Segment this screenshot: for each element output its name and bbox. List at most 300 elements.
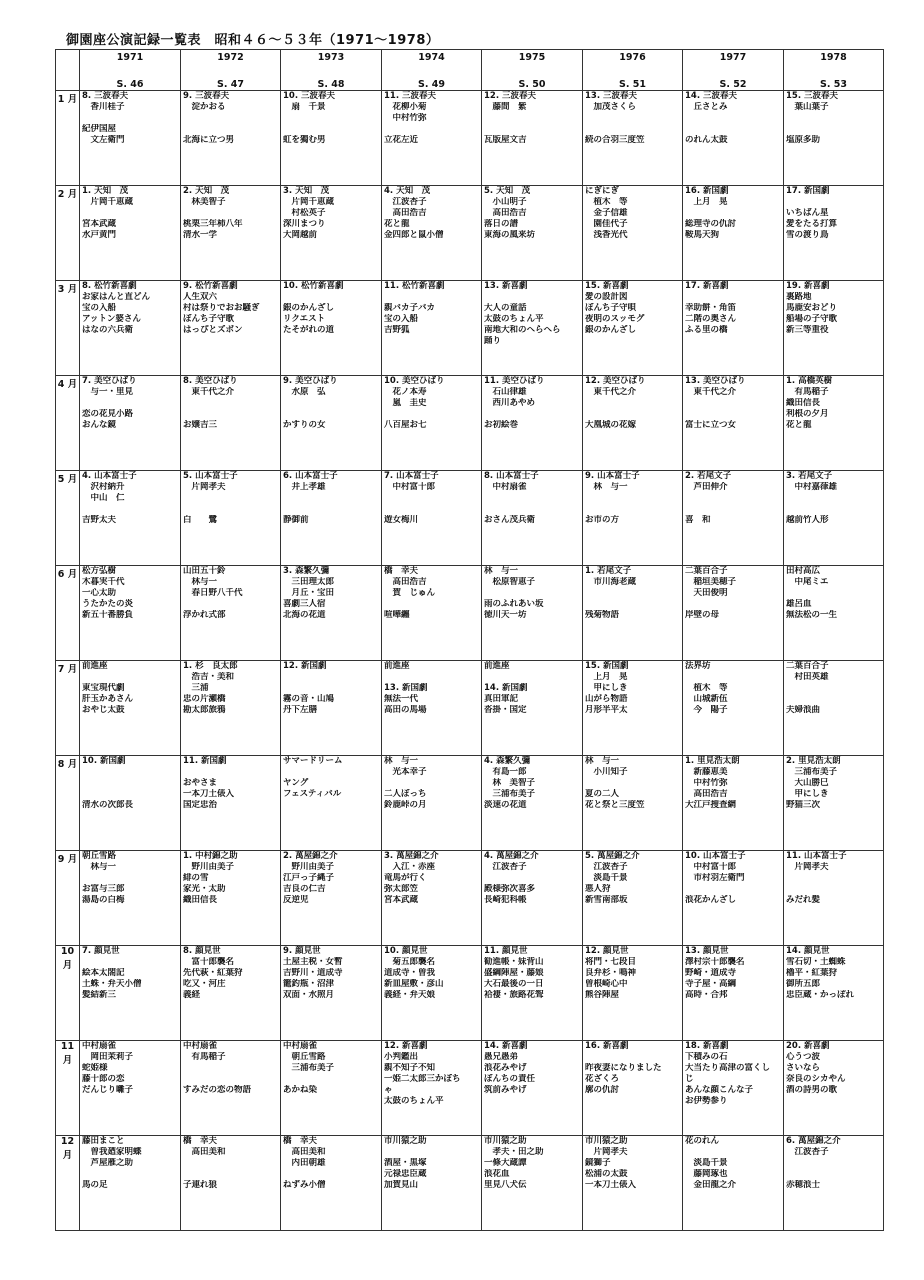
program-cell bbox=[683, 566, 784, 661]
program-line: 長崎犯科帳 bbox=[484, 895, 527, 905]
program-cell bbox=[281, 1041, 382, 1136]
year-header bbox=[382, 50, 482, 91]
program-line: 14. 顔見世 bbox=[786, 946, 830, 956]
program-cell bbox=[482, 661, 583, 756]
program-line: 春日野八千代 bbox=[183, 588, 243, 598]
program-line: フェスティバル bbox=[283, 789, 342, 799]
program-line: 裏路地 bbox=[786, 292, 812, 302]
program-line: 北海の花道 bbox=[283, 610, 326, 620]
program-cell bbox=[482, 566, 583, 661]
program-line bbox=[784, 197, 883, 208]
program-line bbox=[281, 398, 381, 409]
program-line: 二階の奥さん bbox=[685, 314, 737, 324]
program-line: 沢村納升 bbox=[82, 482, 125, 492]
program-line: 大岡越前 bbox=[283, 230, 318, 240]
program-line: 12. 美空ひばり bbox=[585, 376, 646, 386]
program-line: 酒の詩男の歌 bbox=[786, 1085, 838, 1095]
program-line: 先代萩・紅葉狩 bbox=[183, 968, 243, 978]
month-label: 1 月 bbox=[56, 91, 80, 186]
month-row bbox=[56, 1136, 884, 1231]
program-line bbox=[382, 672, 481, 683]
program-line: 14. 三波春夫 bbox=[685, 91, 738, 101]
program-line: 光本幸子 bbox=[384, 767, 427, 777]
program-line: みだれ髪 bbox=[786, 895, 821, 905]
program-line bbox=[80, 208, 180, 219]
program-line bbox=[181, 1063, 280, 1074]
program-line: 新三等重役 bbox=[786, 325, 829, 335]
program-line: 3. 若尾文子 bbox=[786, 471, 833, 481]
program-cell bbox=[784, 661, 884, 756]
program-cell bbox=[181, 661, 281, 756]
program-cell bbox=[80, 186, 181, 281]
month-row bbox=[56, 91, 884, 186]
program-line bbox=[181, 1074, 280, 1085]
program-line: 無法松の一生 bbox=[786, 610, 838, 620]
program-line: 片岡千恵蔵 bbox=[82, 197, 134, 207]
program-line: 市村羽左衛門 bbox=[685, 873, 745, 883]
program-line: 三浦布美子 bbox=[283, 1063, 335, 1073]
program-cell bbox=[80, 756, 181, 851]
month-row bbox=[56, 376, 884, 471]
program-line bbox=[683, 672, 783, 683]
year-header bbox=[281, 50, 382, 91]
program-cell bbox=[80, 1041, 181, 1136]
program-line: 夜明のスッモグ bbox=[585, 314, 645, 324]
program-line: 廓の仇討 bbox=[585, 1085, 620, 1095]
program-line bbox=[784, 884, 883, 895]
program-line: 静御前 bbox=[283, 515, 309, 525]
program-line: 藤岡琢也 bbox=[685, 1169, 728, 1179]
document-title: 御園座公演記録一覧表 昭和４６～５３年（1971～1978） bbox=[66, 33, 440, 48]
program-line bbox=[583, 599, 682, 610]
program-line: 今 陽子 bbox=[685, 705, 728, 715]
program-cell bbox=[382, 1041, 482, 1136]
program-line bbox=[382, 409, 481, 420]
program-line bbox=[583, 1052, 682, 1063]
program-line bbox=[181, 113, 280, 124]
program-line: 高時・合邦 bbox=[685, 990, 728, 1000]
month-label: 5 月 bbox=[56, 471, 80, 566]
program-line: 宮本武蔵 bbox=[384, 895, 419, 905]
program-line: 馬の足 bbox=[82, 1180, 108, 1190]
program-line: たそがれの道 bbox=[283, 325, 335, 335]
program-cell bbox=[181, 1136, 281, 1231]
program-line bbox=[80, 957, 180, 968]
program-line: 11. 三波春夫 bbox=[384, 91, 437, 101]
program-line: 嵐 圭史 bbox=[384, 398, 427, 408]
program-line: 富十郎襲名 bbox=[183, 957, 235, 967]
header-row bbox=[56, 50, 884, 91]
program-cell bbox=[382, 376, 482, 471]
program-line: 櫓平・紅葉狩 bbox=[786, 968, 838, 978]
program-line: 5. 萬屋錦之介 bbox=[585, 851, 640, 861]
program-line: 銀のかんざし bbox=[283, 303, 335, 313]
program-line bbox=[784, 1169, 883, 1180]
program-line bbox=[80, 672, 180, 683]
program-line: 澤村宗十郎襲名 bbox=[685, 957, 745, 967]
program-line: 鈴鹿峠の月 bbox=[384, 800, 427, 810]
program-line: 喜劇三人宿 bbox=[283, 599, 326, 609]
program-line: 総理寺の仇討 bbox=[685, 219, 737, 229]
program-line bbox=[181, 208, 280, 219]
program-line: だんじり囃子 bbox=[82, 1085, 134, 1095]
program-cell bbox=[583, 566, 683, 661]
program-line: 土屋主税・女暫 bbox=[283, 957, 343, 967]
program-line bbox=[482, 113, 582, 124]
program-line: 曽我廼家明蝶 bbox=[82, 1147, 142, 1157]
program-line bbox=[281, 1074, 381, 1085]
program-line: 片岡孝夫 bbox=[183, 482, 226, 492]
program-line: 御所五郎 bbox=[786, 979, 821, 989]
program-line: 岸壁の母 bbox=[685, 610, 720, 620]
program-line: 11. 新国劇 bbox=[183, 756, 227, 766]
program-line: 子連れ狼 bbox=[183, 1180, 218, 1190]
program-line bbox=[281, 683, 381, 694]
program-line: じ bbox=[685, 1074, 694, 1084]
showa-label: S. 49 bbox=[418, 79, 445, 90]
program-line: 10. 新国劇 bbox=[82, 756, 126, 766]
program-line: 東宝現代劇 bbox=[82, 683, 125, 693]
program-cell bbox=[583, 281, 683, 376]
program-line: ぼんち子守歌 bbox=[183, 314, 235, 324]
program-line bbox=[382, 599, 481, 610]
program-line: 13. 三波春夫 bbox=[585, 91, 638, 101]
program-line: 月形半平太 bbox=[585, 705, 628, 715]
performance-table bbox=[55, 49, 884, 1231]
program-line bbox=[382, 778, 481, 789]
program-cell bbox=[80, 661, 181, 756]
program-line bbox=[281, 504, 381, 515]
program-line: 忠の片瀬橋 bbox=[183, 694, 226, 704]
program-line: 内田朝雄 bbox=[283, 1158, 326, 1168]
program-line: 反逆児 bbox=[283, 895, 309, 905]
program-cell bbox=[583, 851, 683, 946]
program-cell bbox=[784, 471, 884, 566]
program-line: アットン婆さん bbox=[82, 314, 141, 324]
program-line: お伊勢参り bbox=[685, 1096, 728, 1106]
program-line: 幸助餅・角笛 bbox=[685, 303, 737, 313]
program-line: 11. 美空ひばり bbox=[484, 376, 545, 386]
program-line: 淡島千景 bbox=[685, 1158, 728, 1168]
program-line: 小山明子 bbox=[484, 197, 527, 207]
program-line: 喜 和 bbox=[685, 515, 711, 525]
program-line: 新皿屋敷・彦山 bbox=[384, 979, 444, 989]
program-line: 1. 高橋英樹 bbox=[786, 376, 833, 386]
program-line: 花柳小菊 bbox=[384, 102, 427, 112]
program-line: 東海の風来坊 bbox=[484, 230, 536, 240]
program-line: 2. 萬屋錦之介 bbox=[283, 851, 338, 861]
program-line bbox=[181, 493, 280, 504]
program-line: 中村扇雀 bbox=[283, 1041, 318, 1051]
program-line: 4. 森繁久彌 bbox=[484, 756, 531, 766]
program-line: 中村扇雀 bbox=[183, 1041, 218, 1051]
program-cell bbox=[784, 1041, 884, 1136]
program-line: 江波杏子 bbox=[484, 862, 527, 872]
program-line bbox=[683, 292, 783, 303]
program-line: 8. 顔見世 bbox=[183, 946, 221, 956]
program-line: はっぴとズボン bbox=[183, 325, 243, 335]
program-line: 徳川天一坊 bbox=[484, 610, 527, 620]
program-line: 浪花かんざし bbox=[685, 895, 737, 905]
program-line: 12. 顔見世 bbox=[585, 946, 629, 956]
program-line: 沓掛・国定 bbox=[484, 705, 527, 715]
program-line: 太鼓のちょん平 bbox=[384, 1096, 444, 1106]
month-label: 12 月 bbox=[56, 1136, 80, 1231]
program-line bbox=[784, 588, 883, 599]
program-line: 15. 新喜劇 bbox=[585, 281, 629, 291]
program-line: 一本刀土俵入 bbox=[183, 789, 235, 799]
corner-cell bbox=[56, 50, 80, 91]
program-line bbox=[80, 504, 180, 515]
month-row bbox=[56, 471, 884, 566]
program-line: 三浦布美子 bbox=[786, 767, 838, 777]
program-line: 中山 仁 bbox=[82, 493, 125, 503]
program-line: 9. 顔見世 bbox=[283, 946, 321, 956]
program-cell bbox=[784, 186, 884, 281]
month-label: 6 月 bbox=[56, 566, 80, 661]
program-line: 片岡孝夫 bbox=[786, 862, 829, 872]
program-cell bbox=[80, 851, 181, 946]
program-cell bbox=[784, 1136, 884, 1231]
program-line bbox=[482, 493, 582, 504]
program-line: 中村扇雀 bbox=[82, 1041, 117, 1051]
month-row bbox=[56, 946, 884, 1041]
program-line bbox=[281, 113, 381, 124]
program-line: 法界坊 bbox=[685, 661, 711, 671]
program-line: 二葉百合子 bbox=[786, 661, 829, 671]
program-line bbox=[181, 767, 280, 778]
program-line: 淡速の花道 bbox=[484, 800, 527, 810]
program-cell bbox=[482, 756, 583, 851]
program-line: 三浦 bbox=[183, 683, 209, 693]
showa-label: S. 51 bbox=[619, 79, 646, 90]
program-line: 市川猿之助 bbox=[384, 1136, 427, 1146]
program-line: 虹を獨む男 bbox=[283, 135, 326, 145]
month-row bbox=[56, 186, 884, 281]
program-cell bbox=[80, 91, 181, 186]
program-line: 芦田伸介 bbox=[685, 482, 728, 492]
program-line: 12. 新国劇 bbox=[283, 661, 327, 671]
program-line: 7. 美空ひばり bbox=[82, 376, 137, 386]
program-line: 林美智子 bbox=[183, 197, 226, 207]
program-line: 花ノ本寿 bbox=[384, 387, 427, 397]
program-line: 14. 新国劇 bbox=[484, 683, 528, 693]
program-line: 寺子屋・高綱 bbox=[685, 979, 737, 989]
year-label: 1972 bbox=[217, 52, 244, 63]
program-line: 11. 山本富士子 bbox=[786, 851, 847, 861]
program-line: 熊谷陣屋 bbox=[585, 990, 620, 1000]
program-line: 淀かおる bbox=[183, 102, 226, 112]
program-line: 北海に立つ男 bbox=[183, 135, 235, 145]
program-line bbox=[80, 767, 180, 778]
year-header bbox=[482, 50, 583, 91]
program-line: 月丘・宝田 bbox=[283, 588, 335, 598]
program-line: 高田の馬場 bbox=[384, 705, 427, 715]
program-line: 林 与一 bbox=[585, 756, 620, 766]
program-line bbox=[281, 767, 381, 778]
program-line: 遊女梅川 bbox=[384, 515, 419, 525]
program-line bbox=[683, 493, 783, 504]
program-line: 与一・里見 bbox=[82, 387, 134, 397]
program-line: 9. 三波春夫 bbox=[183, 91, 230, 101]
program-line: 香川桂子 bbox=[82, 102, 125, 112]
program-line: 肝玉かあさん bbox=[82, 694, 134, 704]
program-cell bbox=[583, 1136, 683, 1231]
program-line: 市川猿之助 bbox=[484, 1136, 527, 1146]
program-line: 10. 三波春夫 bbox=[283, 91, 336, 101]
program-line: 甲にしき bbox=[585, 683, 628, 693]
program-line: 8. 美空ひばり bbox=[183, 376, 238, 386]
program-line: 16. 新喜劇 bbox=[585, 1041, 629, 1051]
program-cell bbox=[281, 471, 382, 566]
program-line: 中村富十郎 bbox=[685, 862, 737, 872]
showa-label: S. 53 bbox=[820, 79, 847, 90]
program-cell bbox=[80, 1136, 181, 1231]
program-cell bbox=[482, 851, 583, 946]
month-label: 11 月 bbox=[56, 1041, 80, 1136]
year-header bbox=[784, 50, 884, 91]
program-line: 片岡千恵蔵 bbox=[283, 197, 335, 207]
program-line bbox=[181, 409, 280, 420]
program-line: のれん太鼓 bbox=[685, 135, 728, 145]
program-line bbox=[80, 873, 180, 884]
program-line: 越前竹人形 bbox=[786, 515, 829, 525]
program-line bbox=[583, 409, 682, 420]
program-line: 藤十郎の恋 bbox=[82, 1074, 125, 1084]
program-line: 高田浩吉 bbox=[384, 208, 427, 218]
program-line: 20. 新喜劇 bbox=[786, 1041, 830, 1051]
program-line: 人生双六 bbox=[183, 292, 218, 302]
program-line: 加賀見山 bbox=[384, 1180, 419, 1190]
program-line: お家はんと直どん bbox=[82, 292, 151, 302]
program-line: サマードリーム bbox=[283, 756, 343, 766]
program-line: 中村富十郎 bbox=[384, 482, 436, 492]
program-line: 村田英雄 bbox=[786, 672, 829, 682]
program-line: 天田俊明 bbox=[685, 588, 728, 598]
program-line: 里見八犬伝 bbox=[484, 1180, 527, 1190]
program-line: 木暮実千代 bbox=[82, 577, 125, 587]
program-line: 13. 新喜劇 bbox=[484, 281, 528, 291]
program-cell bbox=[181, 566, 281, 661]
program-line: ねずみ小僧 bbox=[283, 1180, 326, 1190]
program-line: 雨のふれあい坂 bbox=[484, 599, 544, 609]
program-line: 8. 三波春夫 bbox=[82, 91, 129, 101]
program-line: 深川まつり bbox=[283, 219, 326, 229]
program-cell bbox=[181, 946, 281, 1041]
program-line: 織田信長 bbox=[786, 398, 821, 408]
program-line bbox=[80, 398, 180, 409]
program-cell bbox=[181, 186, 281, 281]
program-line: 4. 山本富士子 bbox=[82, 471, 137, 481]
program-cell bbox=[482, 186, 583, 281]
program-line bbox=[482, 672, 582, 683]
program-cell bbox=[80, 281, 181, 376]
program-line: 馬鹿安おどり bbox=[786, 303, 838, 313]
year-label: 1971 bbox=[116, 52, 144, 63]
program-line: 18. 新喜劇 bbox=[685, 1041, 729, 1051]
program-cell bbox=[281, 91, 382, 186]
program-line: 夏の二人 bbox=[585, 789, 620, 799]
program-line: 1. 里見浩太朗 bbox=[685, 756, 740, 766]
program-line: 東千代之介 bbox=[685, 387, 737, 397]
program-line: 中尾ミエ bbox=[786, 577, 829, 587]
program-line: 丹下左膳 bbox=[283, 705, 318, 715]
program-line bbox=[683, 504, 783, 515]
program-line: 大人の童話 bbox=[484, 303, 527, 313]
program-line: お市の方 bbox=[585, 515, 620, 525]
program-line: 桃栗三年柿八年 bbox=[183, 219, 243, 229]
program-line: 2. 若尾文子 bbox=[685, 471, 732, 481]
program-line: 片岡孝夫 bbox=[585, 1147, 628, 1157]
program-line: 金田龍之介 bbox=[685, 1180, 737, 1190]
program-line bbox=[784, 124, 883, 135]
program-line bbox=[281, 493, 381, 504]
program-line: 金四郎と鼠小僧 bbox=[384, 230, 444, 240]
program-line: 野川由美子 bbox=[283, 862, 335, 872]
program-line: 大山勝巳 bbox=[786, 778, 829, 788]
program-line: ぼんちの責任 bbox=[484, 1074, 536, 1084]
program-line: 中村嘉葎雄 bbox=[786, 482, 838, 492]
showa-label: S. 48 bbox=[317, 79, 345, 90]
program-line: 林与一 bbox=[82, 862, 117, 872]
program-cell bbox=[683, 281, 784, 376]
program-line: すみだの恋の物語 bbox=[183, 1085, 252, 1095]
program-line bbox=[382, 292, 481, 303]
program-line: 前進座 bbox=[484, 661, 510, 671]
program-cell bbox=[382, 1136, 482, 1231]
year-header bbox=[80, 50, 181, 91]
program-line: 高田浩吉 bbox=[384, 577, 427, 587]
program-line: 勧進帳・妹背山 bbox=[484, 957, 544, 967]
program-cell bbox=[382, 566, 482, 661]
program-line: 踊り bbox=[484, 336, 502, 346]
program-line: 利根の夕月 bbox=[786, 409, 829, 419]
program-line bbox=[482, 124, 582, 135]
program-cell bbox=[683, 851, 784, 946]
program-line bbox=[181, 398, 280, 409]
program-line bbox=[784, 1158, 883, 1169]
program-line: お初絵巻 bbox=[484, 420, 519, 430]
program-line: 大石最後の一日 bbox=[484, 979, 544, 989]
program-line: 殿様弥次喜多 bbox=[484, 884, 536, 894]
program-line: あんな顔こんな子 bbox=[685, 1085, 754, 1095]
program-line: にぎにぎ bbox=[585, 186, 620, 196]
program-line: 富士に立つ女 bbox=[685, 420, 737, 430]
program-line: 野川由美子 bbox=[183, 862, 235, 872]
program-cell bbox=[281, 1136, 382, 1231]
program-line: 浅香光代 bbox=[585, 230, 628, 240]
program-line: 芦屋雁之助 bbox=[82, 1158, 134, 1168]
program-line: 新雪南部坂 bbox=[585, 895, 628, 905]
program-line: いちばん星 bbox=[786, 208, 829, 218]
program-cell bbox=[181, 376, 281, 471]
showa-label: S. 47 bbox=[217, 79, 244, 90]
program-cell bbox=[181, 851, 281, 946]
program-line: 三浦布美子 bbox=[484, 789, 536, 799]
program-line: 大江戸捜査網 bbox=[685, 800, 737, 810]
program-cell bbox=[784, 946, 884, 1041]
program-line bbox=[181, 1158, 280, 1169]
program-line: おんな鏡 bbox=[82, 420, 117, 430]
program-line: 江波杏子 bbox=[585, 862, 628, 872]
program-cell bbox=[583, 471, 683, 566]
program-line bbox=[583, 124, 682, 135]
program-line bbox=[784, 683, 883, 694]
program-line: 9. 松竹新喜劇 bbox=[183, 281, 238, 291]
program-cell bbox=[281, 376, 382, 471]
program-line: 加茂さくら bbox=[585, 102, 637, 112]
program-line: 8. 山本富士子 bbox=[484, 471, 539, 481]
